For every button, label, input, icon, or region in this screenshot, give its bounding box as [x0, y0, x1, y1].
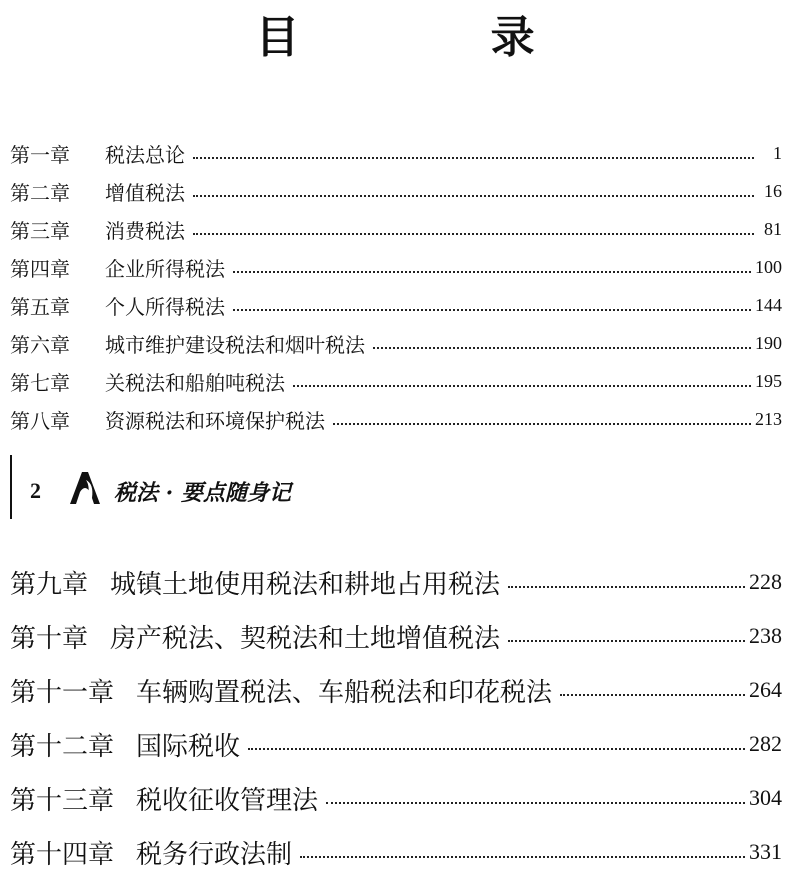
page-number: 213: [755, 408, 782, 429]
chapter-title: 税务行政法制: [136, 839, 293, 870]
leader-dots: [560, 694, 745, 696]
toc-row: [10, 400, 782, 438]
toc-row: [10, 770, 782, 826]
chapter-title: 资源税法和环境保护税法: [105, 408, 325, 433]
leader-dots: [293, 385, 751, 387]
toc-row: [10, 210, 782, 248]
chapter-title: 国际税收: [136, 731, 241, 762]
toc-row: [10, 824, 782, 880]
chapter-title: 关税法和船舶吨税法: [105, 370, 285, 395]
chapter-title: 车辆购置税法、车船税法和印花税法: [136, 677, 553, 708]
leader-dots: [508, 640, 745, 642]
chapter-number: 第七章: [10, 370, 70, 395]
chapter-title: 个人所得税法: [105, 294, 225, 319]
page-number: 264: [749, 677, 782, 702]
chapter-title: 税法总论: [105, 142, 185, 167]
page-number: 16: [764, 180, 782, 201]
toc-row: [10, 662, 782, 718]
chapter-number: 第十二章: [10, 731, 115, 762]
page-number: 228: [749, 569, 782, 594]
chapter-title: 消费税法: [105, 218, 185, 243]
chapter-number: 第十三章: [10, 785, 115, 816]
toc-row: [10, 248, 782, 286]
chapter-number: 第一章: [10, 142, 70, 167]
toc-row: [10, 716, 782, 772]
page-title: 目 录: [255, 12, 623, 63]
toc-row: [10, 554, 782, 610]
chapter-title: 增值税法: [105, 180, 185, 205]
page-number: 195: [755, 370, 782, 391]
toc-row: [10, 324, 782, 362]
chapter-number: 第五章: [10, 294, 70, 319]
leader-dots: [233, 271, 751, 273]
leader-dots: [193, 233, 754, 235]
chapter-title: 城镇土地使用税法和耕地占用税法: [110, 569, 501, 600]
chapter-number: 第二章: [10, 180, 70, 205]
page-number: 144: [755, 294, 782, 315]
chapter-number: 第三章: [10, 218, 70, 243]
book-logo-icon: [68, 470, 102, 506]
toc-row: [10, 134, 782, 172]
page-number: 1: [773, 142, 782, 163]
chapter-number: 第六章: [10, 332, 70, 357]
leader-dots: [233, 309, 751, 311]
chapter-number: 第十章: [10, 623, 89, 654]
leader-dots: [373, 347, 751, 349]
running-header-text: 税法 · 要点随身记: [114, 480, 291, 506]
chapter-title: 房产税法、契税法和土地增值税法: [110, 623, 501, 654]
page-number: 331: [749, 839, 782, 864]
leader-dots: [193, 157, 754, 159]
page-number: 81: [764, 218, 782, 239]
page-number: 238: [749, 623, 782, 648]
leader-dots: [326, 802, 745, 804]
leader-dots: [300, 856, 745, 858]
chapter-number: 第四章: [10, 256, 70, 281]
toc-row: [10, 286, 782, 324]
leader-dots: [508, 586, 745, 588]
running-header-rule: [10, 455, 12, 519]
toc-row: [10, 608, 782, 664]
leader-dots: [193, 195, 754, 197]
toc-row: [10, 172, 782, 210]
running-header-page-number: 2: [30, 478, 41, 503]
chapter-number: 第八章: [10, 408, 70, 433]
page-number: 190: [755, 332, 782, 353]
page-number: 304: [749, 785, 782, 810]
chapter-title: 税收征收管理法: [136, 785, 319, 816]
chapter-number: 第九章: [10, 569, 89, 600]
leader-dots: [248, 748, 745, 750]
chapter-title: 企业所得税法: [105, 256, 225, 281]
chapter-number: 第十一章: [10, 677, 115, 708]
toc-row: [10, 362, 782, 400]
page-number: 100: [755, 256, 782, 277]
chapter-number: 第十四章: [10, 839, 115, 870]
leader-dots: [333, 423, 751, 425]
chapter-title: 城市维护建设税法和烟叶税法: [105, 332, 365, 357]
page-number: 282: [749, 731, 782, 756]
